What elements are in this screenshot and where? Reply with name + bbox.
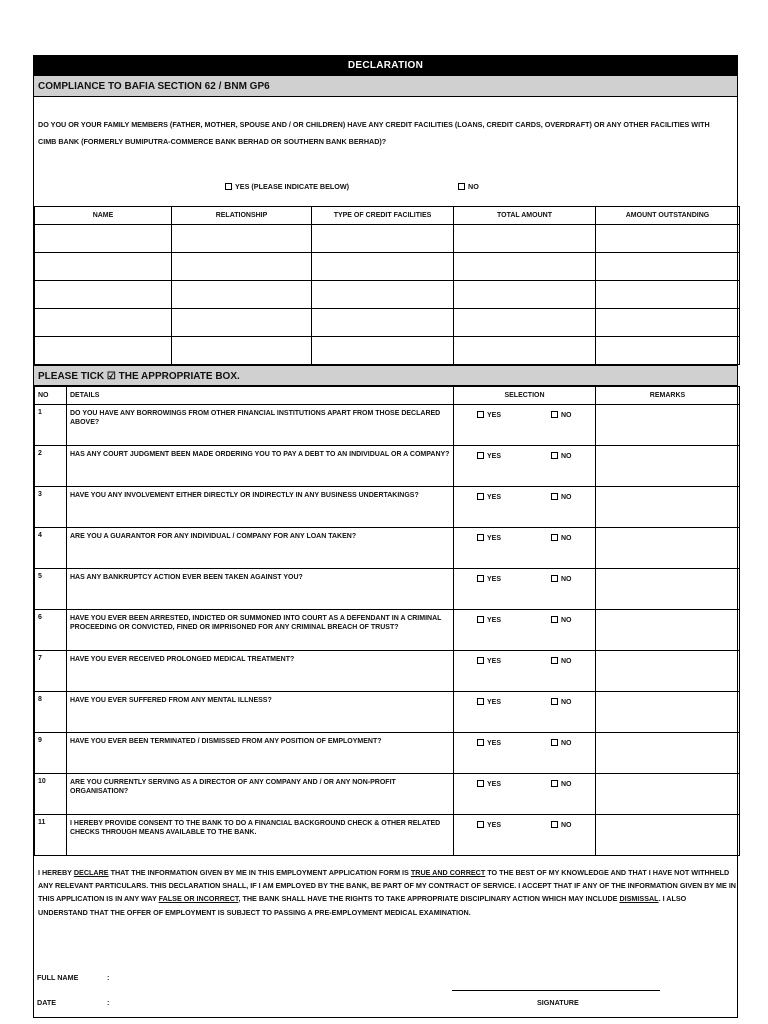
selection-cell — [454, 692, 596, 733]
form-title: DECLARATION — [34, 56, 737, 76]
yes-option[interactable]: YES — [477, 534, 501, 542]
question-row — [35, 528, 740, 569]
no-option[interactable]: NO — [551, 493, 572, 501]
question-text: I HEREBY PROVIDE CONSENT TO THE BANK TO DO A FINANCIAL BACKGROUND CHECK & OTHER RELATED CHECKS THROUGH MEANS AVAILABLE TO THE BANK. — [67, 815, 454, 856]
question-number: 6 — [35, 610, 67, 651]
no-option[interactable]: NO — [551, 452, 572, 460]
no-checkbox[interactable] — [551, 739, 558, 746]
facility-cell[interactable] — [35, 337, 172, 365]
selection-cell — [454, 733, 596, 774]
remarks-cell[interactable] — [596, 487, 740, 528]
facility-cell[interactable] — [312, 337, 454, 365]
facility-col-header: NAME — [35, 207, 172, 225]
remarks-cell[interactable] — [596, 651, 740, 692]
selection-cell — [454, 446, 596, 487]
yes-option[interactable]: YES — [477, 739, 501, 747]
yes-checkbox[interactable] — [477, 739, 484, 746]
no-checkbox[interactable] — [551, 657, 558, 664]
facility-col-header: TYPE OF CREDIT FACILITIES — [312, 207, 454, 225]
facility-cell[interactable] — [172, 225, 312, 253]
no-option[interactable]: NO — [551, 575, 572, 583]
question-text: HAVE YOU EVER BEEN ARRESTED, INDICTED OR SUMMONED INTO COURT AS A DEFENDANT IN A CRIMINAL PROCEEDING OR CONVICTED, FINED OR IMPRISONED FOR ANY CRIMINAL BREACH OF TRUST? — [67, 610, 454, 651]
facility-cell[interactable] — [172, 281, 312, 309]
facility-cell[interactable] — [312, 225, 454, 253]
yes-checkbox[interactable] — [477, 575, 484, 582]
question-text: HAVE YOU EVER SUFFERED FROM ANY MENTAL ILLNESS? — [67, 692, 454, 733]
remarks-cell[interactable] — [596, 528, 740, 569]
declaration-form — [33, 55, 738, 1018]
yes-option[interactable]: YES — [477, 411, 501, 419]
question-number: 3 — [35, 487, 67, 528]
question-text: HAS ANY COURT JUDGMENT BEEN MADE ORDERING YOU TO PAY A DEBT TO AN INDIVIDUAL OR A COMPANY? — [67, 446, 454, 487]
facility-row — [35, 309, 740, 337]
signature-label: SIGNATURE — [537, 998, 579, 1007]
question-row — [35, 733, 740, 774]
facility-col-header: RELATIONSHIP — [172, 207, 312, 225]
question-row — [35, 569, 740, 610]
compliance-no-option[interactable]: NO — [458, 182, 479, 191]
declaration-statement: I HEREBY DECLARE THAT THE INFORMATION GIVEN BY ME IN THIS EMPLOYMENT APPLICATION FORM IS TRUE AND CORRECT TO THE BEST OF MY KNOWLEDGE AND THAT I HAVE NOT WITHHELD ANY RELEVANT PARTICULARS. THIS DECLARATION SHALL, IF I AM EMPLOYED BY THE BANK, BE PART OF MY CONTRACT OF SERVICE. I ACCEPT THAT IF ANY OF THE INFORMATION GIVEN BY ME IN THIS APPLICATION IS IN ANY WAY FALSE OR INCORRECT, THE BANK SHALL HAVE THE RIGHTS TO TAKE APPROPRIATE DISCIPLINARY ACTION WHICH MAY INCLUDE DISMISSAL. I ALSO UNDERSTAND THAT THE OFFER OF EMPLOYMENT IS SUBJECT TO PASSING A PRE-EMPLOYMENT MEDICAL EXAMINATION. — [38, 868, 737, 917]
selection-cell — [454, 569, 596, 610]
question-number: 11 — [35, 815, 67, 856]
no-checkbox[interactable] — [551, 616, 558, 623]
no-option[interactable]: NO — [551, 821, 572, 829]
facility-row — [35, 337, 740, 365]
question-text: ARE YOU CURRENTLY SERVING AS A DIRECTOR OF ANY COMPANY AND / OR ANY NON-PROFIT ORGANISATION? — [67, 774, 454, 815]
no-checkbox[interactable] — [551, 452, 558, 459]
selection-cell — [454, 815, 596, 856]
facility-cell[interactable] — [35, 253, 172, 281]
yes-checkbox[interactable] — [477, 493, 484, 500]
remarks-cell[interactable] — [596, 774, 740, 815]
yes-option[interactable]: YES — [477, 657, 501, 665]
question-number: 9 — [35, 733, 67, 774]
question-number: 1 — [35, 405, 67, 446]
facility-cell[interactable] — [596, 309, 740, 337]
no-option[interactable]: NO — [551, 411, 572, 419]
question-row — [35, 692, 740, 733]
yes-option[interactable]: YES — [477, 698, 501, 706]
facility-cell[interactable] — [454, 281, 596, 309]
col-remarks-header: REMARKS — [596, 387, 740, 405]
selection-cell — [454, 487, 596, 528]
remarks-cell[interactable] — [596, 446, 740, 487]
no-option[interactable]: NO — [551, 616, 572, 624]
facility-cell[interactable] — [596, 225, 740, 253]
yes-option[interactable]: YES — [477, 493, 501, 501]
no-option[interactable]: NO — [551, 739, 572, 747]
facility-cell[interactable] — [312, 281, 454, 309]
question-number: 10 — [35, 774, 67, 815]
full-name-label: FULL NAME — [37, 973, 79, 982]
facility-cell[interactable] — [172, 337, 312, 365]
questions-table — [34, 386, 740, 856]
remarks-cell[interactable] — [596, 569, 740, 610]
signature-line[interactable] — [452, 990, 660, 991]
no-checkbox[interactable] — [551, 493, 558, 500]
facility-cell[interactable] — [312, 309, 454, 337]
yes-option[interactable]: YES — [477, 780, 501, 788]
facility-col-header: TOTAL AMOUNT — [454, 207, 596, 225]
tick-heading: PLEASE TICK ☑ THE APPROPRIATE BOX. — [34, 365, 737, 386]
no-checkbox[interactable] — [551, 534, 558, 541]
facility-cell[interactable] — [172, 253, 312, 281]
question-number: 5 — [35, 569, 67, 610]
remarks-cell[interactable] — [596, 733, 740, 774]
remarks-cell[interactable] — [596, 610, 740, 651]
yes-checkbox[interactable] — [477, 780, 484, 787]
selection-cell — [454, 610, 596, 651]
question-row — [35, 815, 740, 856]
facility-cell[interactable] — [596, 281, 740, 309]
yes-checkbox[interactable] — [477, 657, 484, 664]
question-number: 4 — [35, 528, 67, 569]
compliance-question: DO YOU OR YOUR FAMILY MEMBERS (FATHER, MOTHER, SPOUSE AND / OR CHILDREN) HAVE ANY CREDIT FACILITIES (LOANS, CREDIT CARDS, OVERDRAFT) OR ANY OTHER FACILITIES WITH CIMB BANK (FORMERLY BUMIPUTRA-COMMERCE BANK BERHAD OR SOUTHERN BANK BERHAD)? — [38, 120, 710, 146]
no-checkbox[interactable] — [551, 698, 558, 705]
yes-checkbox[interactable] — [477, 821, 484, 828]
yes-checkbox[interactable] — [225, 183, 232, 190]
facility-row — [35, 281, 740, 309]
question-row — [35, 651, 740, 692]
no-checkbox[interactable] — [551, 821, 558, 828]
question-row — [35, 405, 740, 446]
facility-cell[interactable] — [454, 309, 596, 337]
facility-row — [35, 253, 740, 281]
date-label: DATE — [37, 998, 57, 1007]
yes-checkbox[interactable] — [477, 534, 484, 541]
yes-checkbox[interactable] — [477, 411, 484, 418]
question-row — [35, 446, 740, 487]
facility-cell[interactable] — [312, 253, 454, 281]
facility-cell[interactable] — [596, 253, 740, 281]
no-checkbox[interactable] — [551, 575, 558, 582]
remarks-cell[interactable] — [596, 692, 740, 733]
yes-checkbox[interactable] — [477, 698, 484, 705]
selection-cell — [454, 774, 596, 815]
question-row — [35, 487, 740, 528]
question-text: HAS ANY BANKRUPTCY ACTION EVER BEEN TAKEN AGAINST YOU? — [67, 569, 454, 610]
no-option[interactable]: NO — [551, 698, 572, 706]
no-checkbox[interactable] — [551, 780, 558, 787]
yes-option[interactable]: YES — [477, 821, 501, 829]
facility-col-header: AMOUNT OUTSTANDING — [596, 207, 740, 225]
facility-row — [35, 225, 740, 253]
question-row — [35, 610, 740, 651]
facility-cell[interactable] — [35, 225, 172, 253]
no-checkbox[interactable] — [458, 183, 465, 190]
no-option[interactable]: NO — [551, 780, 572, 788]
question-text: DO YOU HAVE ANY BORROWINGS FROM OTHER FINANCIAL INSTITUTIONS APART FROM THOSE DECLARED ABOVE? — [67, 405, 454, 446]
facility-cell[interactable] — [454, 337, 596, 365]
question-text: HAVE YOU EVER RECEIVED PROLONGED MEDICAL TREATMENT? — [67, 651, 454, 692]
question-number: 7 — [35, 651, 67, 692]
facility-cell[interactable] — [172, 309, 312, 337]
facility-cell[interactable] — [454, 253, 596, 281]
selection-cell — [454, 528, 596, 569]
facility-cell[interactable] — [35, 281, 172, 309]
yes-option[interactable]: YES — [477, 616, 501, 624]
facility-cell[interactable] — [596, 337, 740, 365]
col-details-header: DETAILS — [67, 387, 454, 405]
compliance-heading: COMPLIANCE TO BAFIA SECTION 62 / BNM GP6 — [34, 76, 737, 97]
remarks-cell[interactable] — [596, 405, 740, 446]
question-number: 8 — [35, 692, 67, 733]
facility-cell[interactable] — [454, 225, 596, 253]
yes-checkbox[interactable] — [477, 452, 484, 459]
question-text: ARE YOU A GUARANTOR FOR ANY INDIVIDUAL / COMPANY FOR ANY LOAN TAKEN? — [67, 528, 454, 569]
facility-cell[interactable] — [35, 309, 172, 337]
yes-option[interactable]: YES — [477, 575, 501, 583]
question-number: 2 — [35, 446, 67, 487]
no-option[interactable]: NO — [551, 657, 572, 665]
col-no-header: NO — [35, 387, 67, 405]
remarks-cell[interactable] — [596, 815, 740, 856]
no-checkbox[interactable] — [551, 411, 558, 418]
no-option[interactable]: NO — [551, 534, 572, 542]
yes-option[interactable]: YES — [477, 452, 501, 460]
selection-cell — [454, 651, 596, 692]
question-row — [35, 774, 740, 815]
question-text: HAVE YOU ANY INVOLVEMENT EITHER DIRECTLY OR INDIRECTLY IN ANY BUSINESS UNDERTAKINGS? — [67, 487, 454, 528]
question-text: HAVE YOU EVER BEEN TERMINATED / DISMISSED FROM ANY POSITION OF EMPLOYMENT? — [67, 733, 454, 774]
compliance-yes-option[interactable]: YES (PLEASE INDICATE BELOW) — [225, 182, 349, 191]
date-colon: : — [107, 998, 110, 1007]
credit-facilities-table — [34, 206, 740, 365]
full-name-colon: : — [107, 973, 110, 982]
col-selection-header: SELECTION — [454, 387, 596, 405]
yes-checkbox[interactable] — [477, 616, 484, 623]
selection-cell — [454, 405, 596, 446]
